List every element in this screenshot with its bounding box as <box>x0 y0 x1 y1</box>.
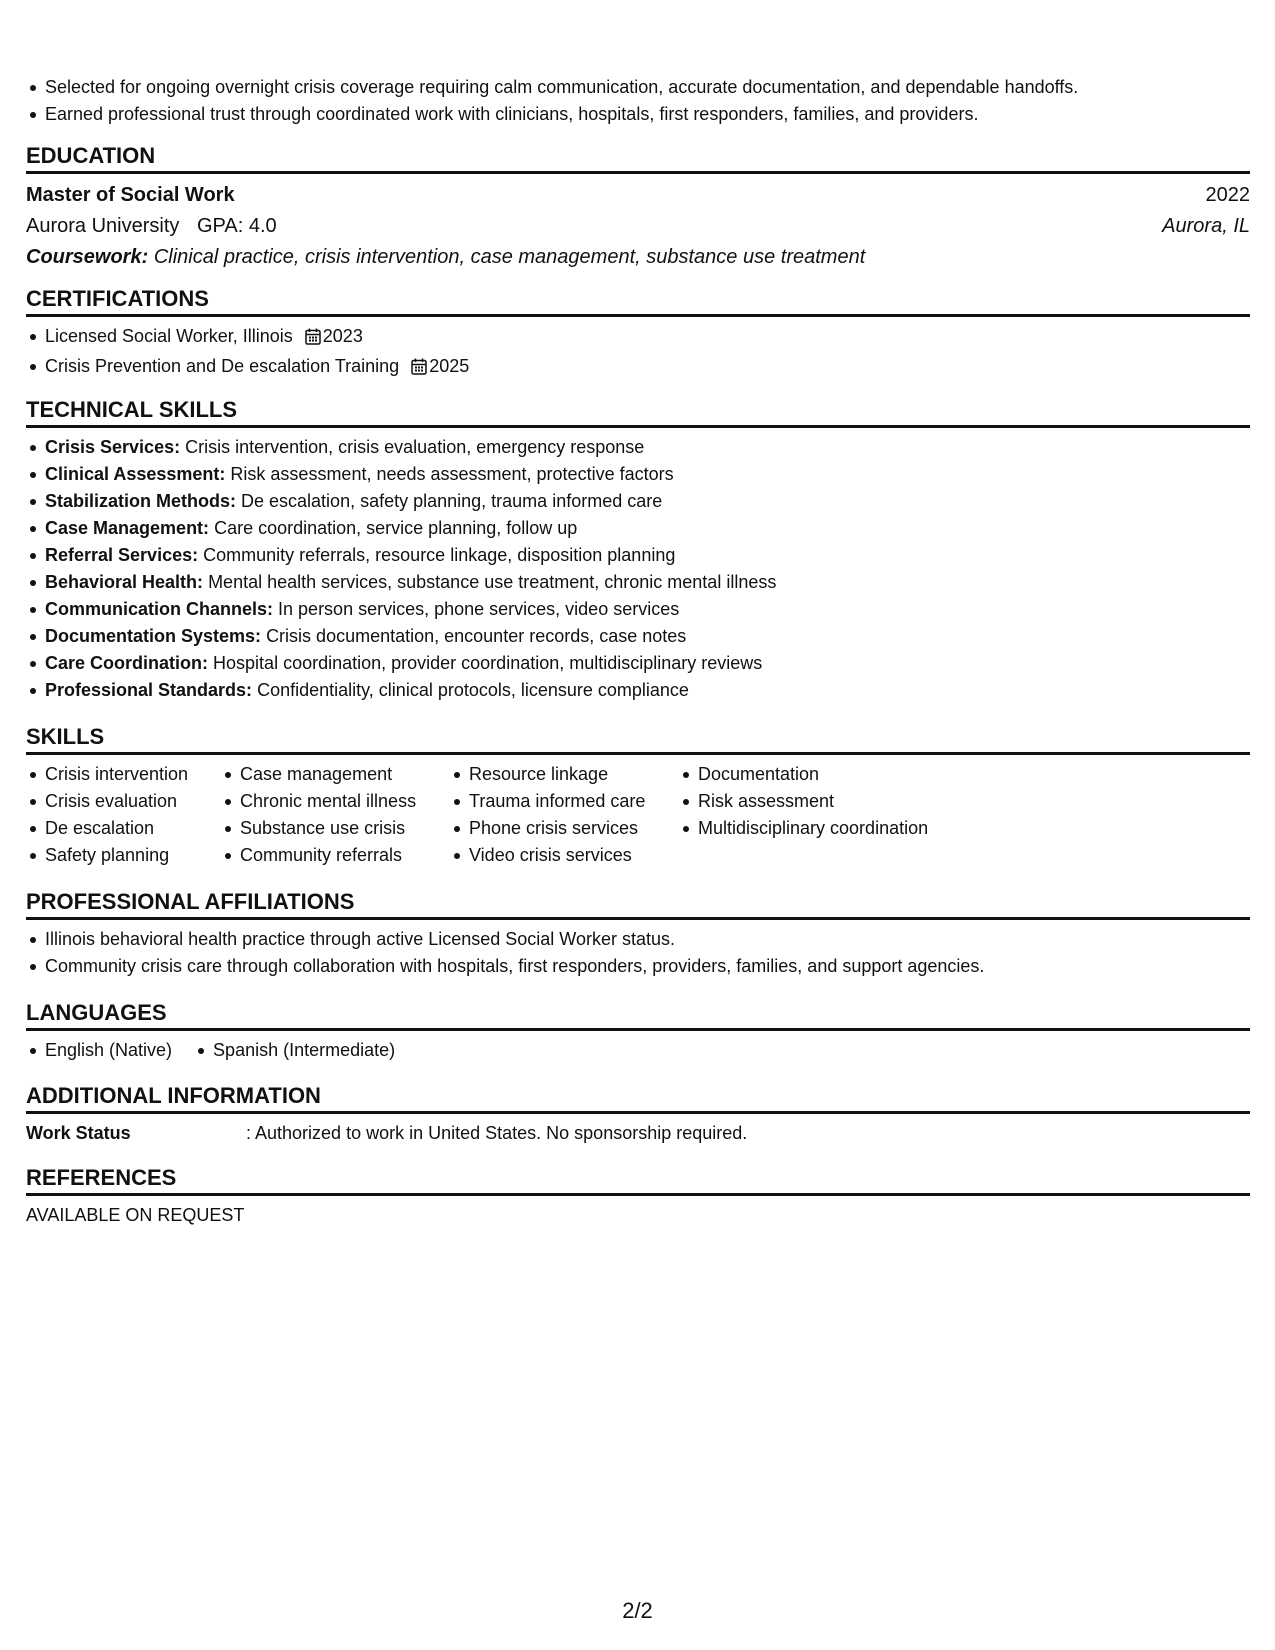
skills-column <box>679 761 979 869</box>
languages-section <box>26 999 1250 1064</box>
affiliations-heading: PROFESSIONAL AFFILIATIONS <box>26 888 1250 920</box>
certification-year: 2025 <box>429 356 470 376</box>
technical-skill-label: Professional Standards: <box>45 680 253 700</box>
technical-skill-item <box>26 461 1250 488</box>
skills-column <box>221 761 450 869</box>
skill-item: Community referrals <box>221 842 450 869</box>
gpa: GPA: 4.0 <box>196 215 277 237</box>
certifications-list <box>26 323 1250 383</box>
work-status-label: Work Status <box>26 1123 131 1143</box>
technical-skill-text: Crisis documentation, encounter records, case notes <box>266 626 687 646</box>
languages-heading: LANGUAGES <box>26 999 1250 1031</box>
additional-info-section <box>26 1082 1250 1147</box>
technical-skill-item <box>26 677 1250 704</box>
coursework-label: Coursework: <box>26 246 149 268</box>
skill-item: Crisis intervention <box>26 761 221 788</box>
skill-item: Risk assessment <box>679 788 979 815</box>
skill-item: Chronic mental illness <box>221 788 450 815</box>
technical-skill-label: Care Coordination: <box>45 653 209 673</box>
technical-skill-item <box>26 623 1250 650</box>
technical-skill-text: Mental health services, substance use treatment, chronic mental illness <box>208 572 777 592</box>
skill-item: Case management <box>221 761 450 788</box>
technical-skill-item <box>26 488 1250 515</box>
skill-item: Multidisciplinary coordination <box>679 815 979 842</box>
language-item: English (Native) <box>26 1037 172 1064</box>
certification-year: 2023 <box>322 326 363 346</box>
school-location: Aurora, IL <box>1162 215 1250 237</box>
degree-title: Master of Social Work <box>26 184 235 206</box>
work-status-row <box>26 1120 1250 1147</box>
technical-skill-text: Community referrals, resource linkage, disposition planning <box>203 545 676 565</box>
technical-skill-text: De escalation, safety planning, trauma informed care <box>241 491 663 511</box>
experience-bullets <box>26 74 1250 128</box>
graduation-year: 2022 <box>1205 184 1250 206</box>
technical-skill-label: Referral Services: <box>45 545 199 565</box>
affiliation-item: Illinois behavioral health practice through active Licensed Social Worker status. <box>26 926 1250 953</box>
education-heading: EDUCATION <box>26 142 1250 174</box>
technical-skill-label: Behavioral Health: <box>45 572 204 592</box>
skill-item: Crisis evaluation <box>26 788 221 815</box>
page-number: 2/2 <box>622 1598 653 1623</box>
technical-skill-item <box>26 650 1250 677</box>
skill-item: Trauma informed care <box>450 788 679 815</box>
skill-item: Resource linkage <box>450 761 679 788</box>
education-degree-row <box>26 180 1250 211</box>
affiliations-list <box>26 926 1250 980</box>
coursework-text: Clinical practice, crisis intervention, case management, substance use treatment <box>153 246 866 268</box>
affiliation-item: Community crisis care through collaboration with hospitals, first responders, providers, families, and support agencies. <box>26 953 1250 980</box>
skill-item: Phone crisis services <box>450 815 679 842</box>
technical-skills-list <box>26 434 1250 704</box>
technical-skill-text: Confidentiality, clinical protocols, licensure compliance <box>257 680 689 700</box>
technical-skill-label: Crisis Services: <box>45 437 181 457</box>
experience-continued <box>26 74 1250 128</box>
additional-info-heading: ADDITIONAL INFORMATION <box>26 1082 1250 1114</box>
technical-skill-label: Documentation Systems: <box>45 626 262 646</box>
calendar-icon <box>305 326 321 353</box>
certifications-section <box>26 285 1250 383</box>
coursework <box>26 242 1250 273</box>
technical-skills-section <box>26 396 1250 704</box>
technical-skill-label: Communication Channels: <box>45 599 274 619</box>
languages-list <box>26 1037 1250 1064</box>
skill-item: Video crisis services <box>450 842 679 869</box>
technical-skill-item <box>26 569 1250 596</box>
references-section <box>26 1164 1250 1229</box>
skill-item: Documentation <box>679 761 979 788</box>
technical-skill-label: Stabilization Methods: <box>45 491 236 511</box>
technical-skill-text: Care coordination, service planning, follow up <box>214 518 578 538</box>
technical-skill-text: In person services, phone services, video services <box>278 599 680 619</box>
school-name: Aurora University <box>26 215 180 237</box>
education-section <box>26 142 1250 273</box>
education-school-row <box>26 211 1250 242</box>
certification-name: Licensed Social Worker, Illinois <box>45 326 293 346</box>
skill-item: Safety planning <box>26 842 221 869</box>
certification-item <box>26 353 1250 383</box>
technical-skill-item <box>26 542 1250 569</box>
certifications-heading: CERTIFICATIONS <box>26 285 1250 317</box>
technical-skill-text: Risk assessment, needs assessment, protective factors <box>230 464 674 484</box>
certification-item <box>26 323 1250 353</box>
skills-heading: SKILLS <box>26 723 1250 755</box>
skills-section <box>26 723 1250 869</box>
experience-bullet: Earned professional trust through coordinated work with clinicians, hospitals, first responders, families, and providers. <box>26 101 1250 128</box>
language-item: Spanish (Intermediate) <box>194 1037 395 1064</box>
technical-skill-item <box>26 515 1250 542</box>
skills-column <box>450 761 679 869</box>
work-status-value: : Authorized to work in United States. No sponsorship required. <box>246 1123 748 1143</box>
references-text: AVAILABLE ON REQUEST <box>26 1205 245 1225</box>
technical-skills-heading: TECHNICAL SKILLS <box>26 396 1250 428</box>
calendar-icon <box>411 356 427 383</box>
skills-columns <box>26 761 1250 869</box>
technical-skill-text: Crisis intervention, crisis evaluation, emergency response <box>185 437 645 457</box>
technical-skill-item <box>26 434 1250 461</box>
experience-bullet: Selected for ongoing overnight crisis coverage requiring calm communication, accurate documentation, and dependable handoffs. <box>26 74 1250 101</box>
skills-column <box>26 761 221 869</box>
technical-skill-text: Hospital coordination, provider coordination, multidisciplinary reviews <box>213 653 763 673</box>
skill-item: De escalation <box>26 815 221 842</box>
technical-skill-label: Case Management: <box>45 518 210 538</box>
school-info <box>26 211 277 242</box>
technical-skill-label: Clinical Assessment: <box>45 464 226 484</box>
affiliations-section <box>26 888 1250 980</box>
technical-skill-item <box>26 596 1250 623</box>
certification-name: Crisis Prevention and De escalation Training <box>45 356 400 376</box>
references-heading: REFERENCES <box>26 1164 1250 1196</box>
skill-item: Substance use crisis <box>221 815 450 842</box>
